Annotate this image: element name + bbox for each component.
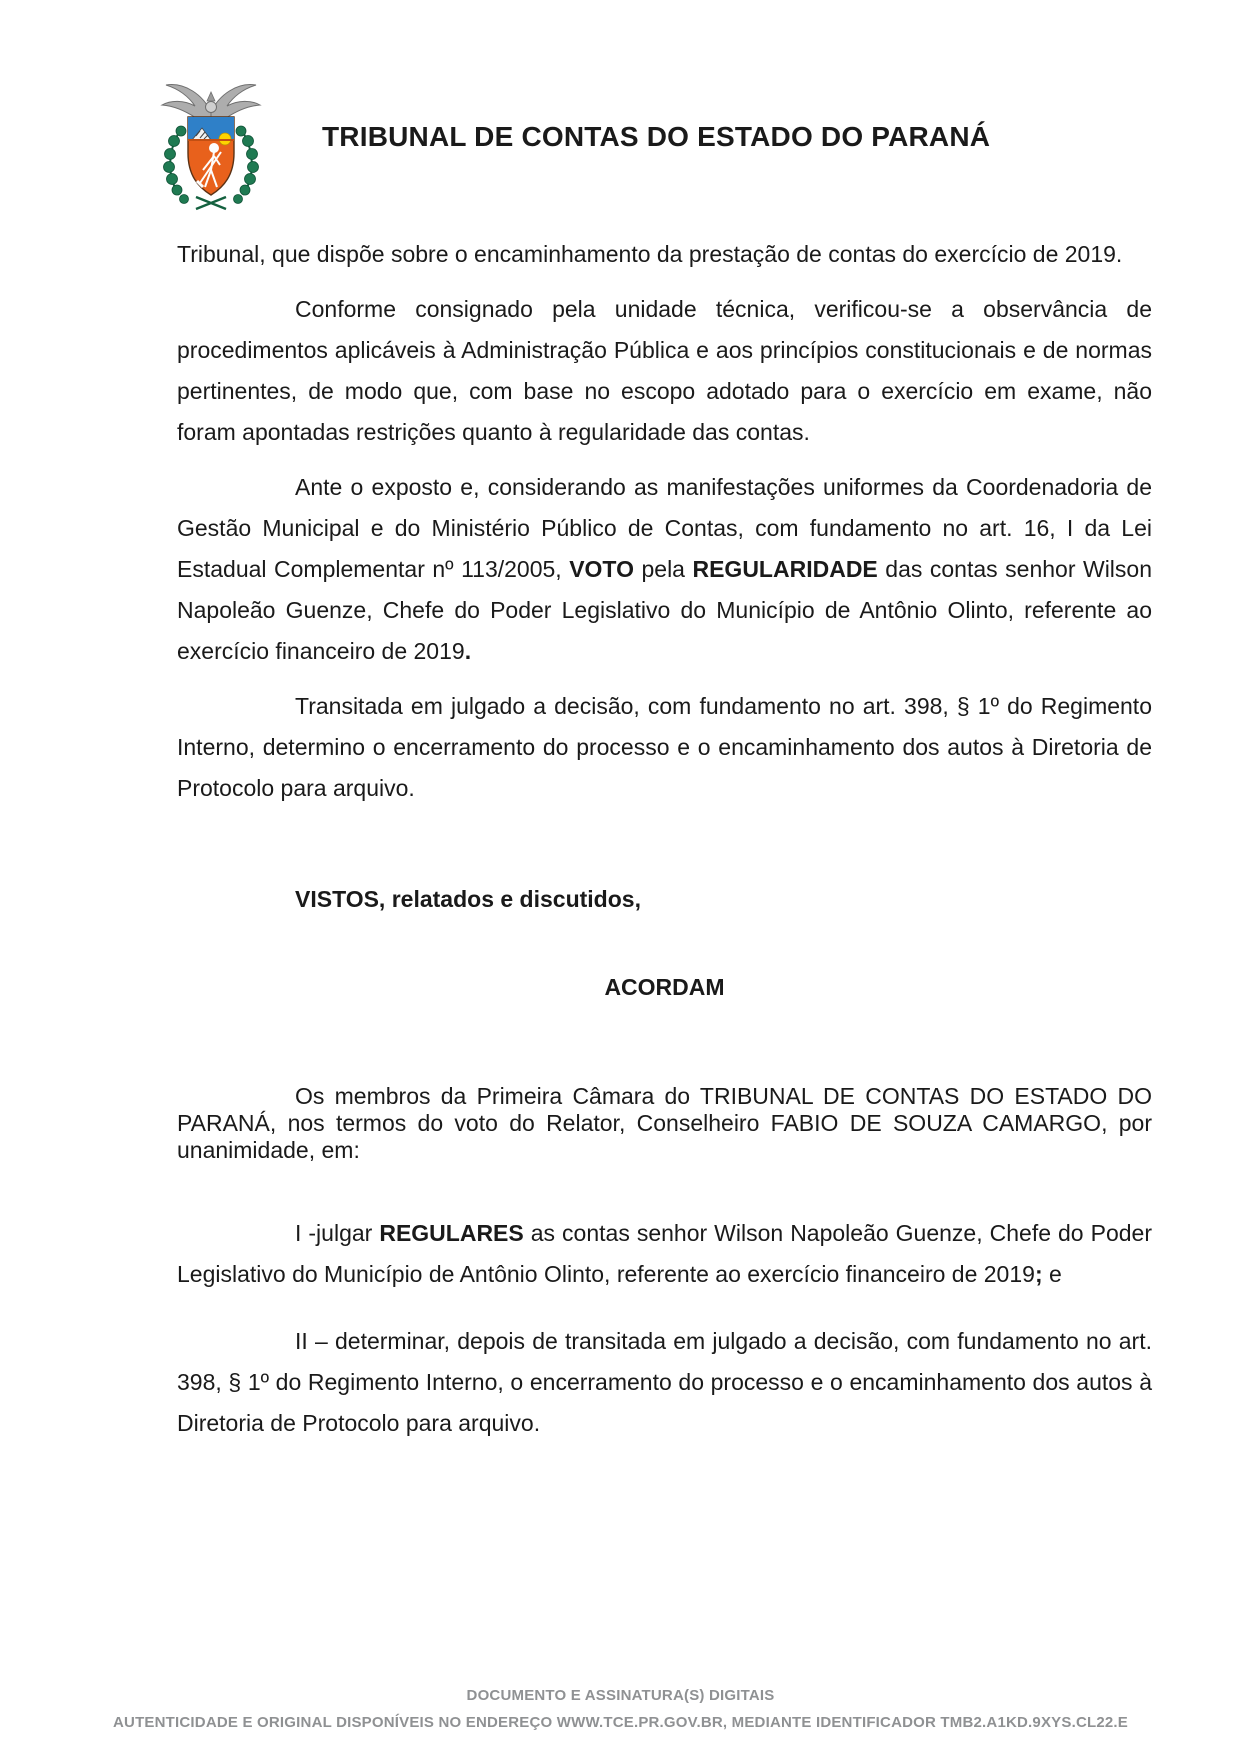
text-run-bold: REGULARES <box>379 1220 524 1246</box>
page-title: TRIBUNAL DE CONTAS DO ESTADO DO PARANÁ <box>322 121 991 152</box>
text-run: pela <box>633 556 693 582</box>
footer-line-1: DOCUMENTO E ASSINATURA(S) DIGITAIS <box>466 1687 775 1704</box>
text-run-bold: REGULARIDADE <box>692 556 878 582</box>
paragraph-p7 <box>177 1083 1152 1164</box>
right-branch-icon <box>234 126 259 204</box>
crossed-stems-icon <box>196 197 226 209</box>
text-run: Os membros da Primeira Câmara do TRIBUNAL DE CONTAS DO ESTADO DO PARANÁ, nos termos do voto do Relator, Conselheiro FABIO DE SOUZA CAMARGO, por unanimidade, em: <box>177 1083 1152 1163</box>
paragraph-p9 <box>177 1321 1152 1444</box>
text-run: II – determinar, depois de transitada em julgado a decisão, com fundamento no art. 398, § 1º do Regimento Interno, o encerramento do processo e o encaminhamento dos autos à Diretoria de Protocolo para arquivo. <box>177 1328 1152 1436</box>
text-run: I -julgar <box>295 1220 380 1246</box>
footer-line-2: AUTENTICIDADE E ORIGINAL DISPONÍVEIS NO ENDEREÇO WWW.TCE.PR.GOV.BR, MEDIANTE IDENTIFICADOR TMB2.A1KD.9XYS.CL22.E <box>113 1714 1128 1731</box>
text-run: as contas senhor Wilson Napoleão Guenze, Chefe do Poder Legislativo do Município de Antônio Olinto, referente ao exercício financeiro de 2019 <box>177 1220 1152 1287</box>
text-run-bold: VOTO <box>569 556 634 582</box>
text-run-bold: VISTOS, relatados e discutidos, <box>295 886 641 912</box>
paragraph-p4 <box>177 686 1152 809</box>
shield-icon <box>188 117 234 195</box>
text-run: Transitada em julgado a decisão, com fundamento no art. 398, § 1º do Regimento Interno, determino o encerramento do processo e o encaminhamento dos autos à Diretoria de Protocolo para arquivo. <box>177 693 1152 801</box>
text-run-bold: ACORDAM <box>604 974 725 1000</box>
paragraph-p3 <box>177 467 1152 672</box>
paragraph-p8 <box>177 1213 1152 1295</box>
document-body <box>177 234 1152 1444</box>
parana-coat-of-arms-icon <box>150 75 272 215</box>
paragraph-p2 <box>177 289 1152 453</box>
paragraph-p5 <box>177 879 1152 920</box>
text-run-bold: ; <box>1034 1261 1043 1287</box>
paragraph-p6 <box>177 967 1152 1008</box>
text-run: e <box>1042 1261 1062 1287</box>
text-run: Ante o exposto e, considerando as manifestações uniformes da Coordenadoria de Gestão Municipal e do Ministério Público de Contas, com fundamento no art. 16, I da Lei Estadual Complementar nº 113/2005, <box>177 474 1152 582</box>
text-run: Conforme consignado pela unidade técnica, verificou-se a observância de procedimentos aplicáveis à Administração Pública e aos princípios constitucionais e de normas pertinentes, de modo que, com base no escopo adotado para o exercício em exame, não foram apontadas restrições quanto à regularidade das contas. <box>177 296 1152 445</box>
left-branch-icon <box>164 126 189 204</box>
text-run: das contas senhor Wilson Napoleão Guenze, Chefe do Poder Legislativo do Município de Antônio Olinto, referente ao exercício financeiro de 2019 <box>177 556 1152 664</box>
text-run-bold: . <box>464 638 472 664</box>
paragraph-p1 <box>177 234 1152 275</box>
text-run: Tribunal, que dispõe sobre o encaminhamento da prestação de contas do exercício de 2019. <box>177 241 1123 267</box>
digital-signature-footer <box>0 1682 1241 1736</box>
